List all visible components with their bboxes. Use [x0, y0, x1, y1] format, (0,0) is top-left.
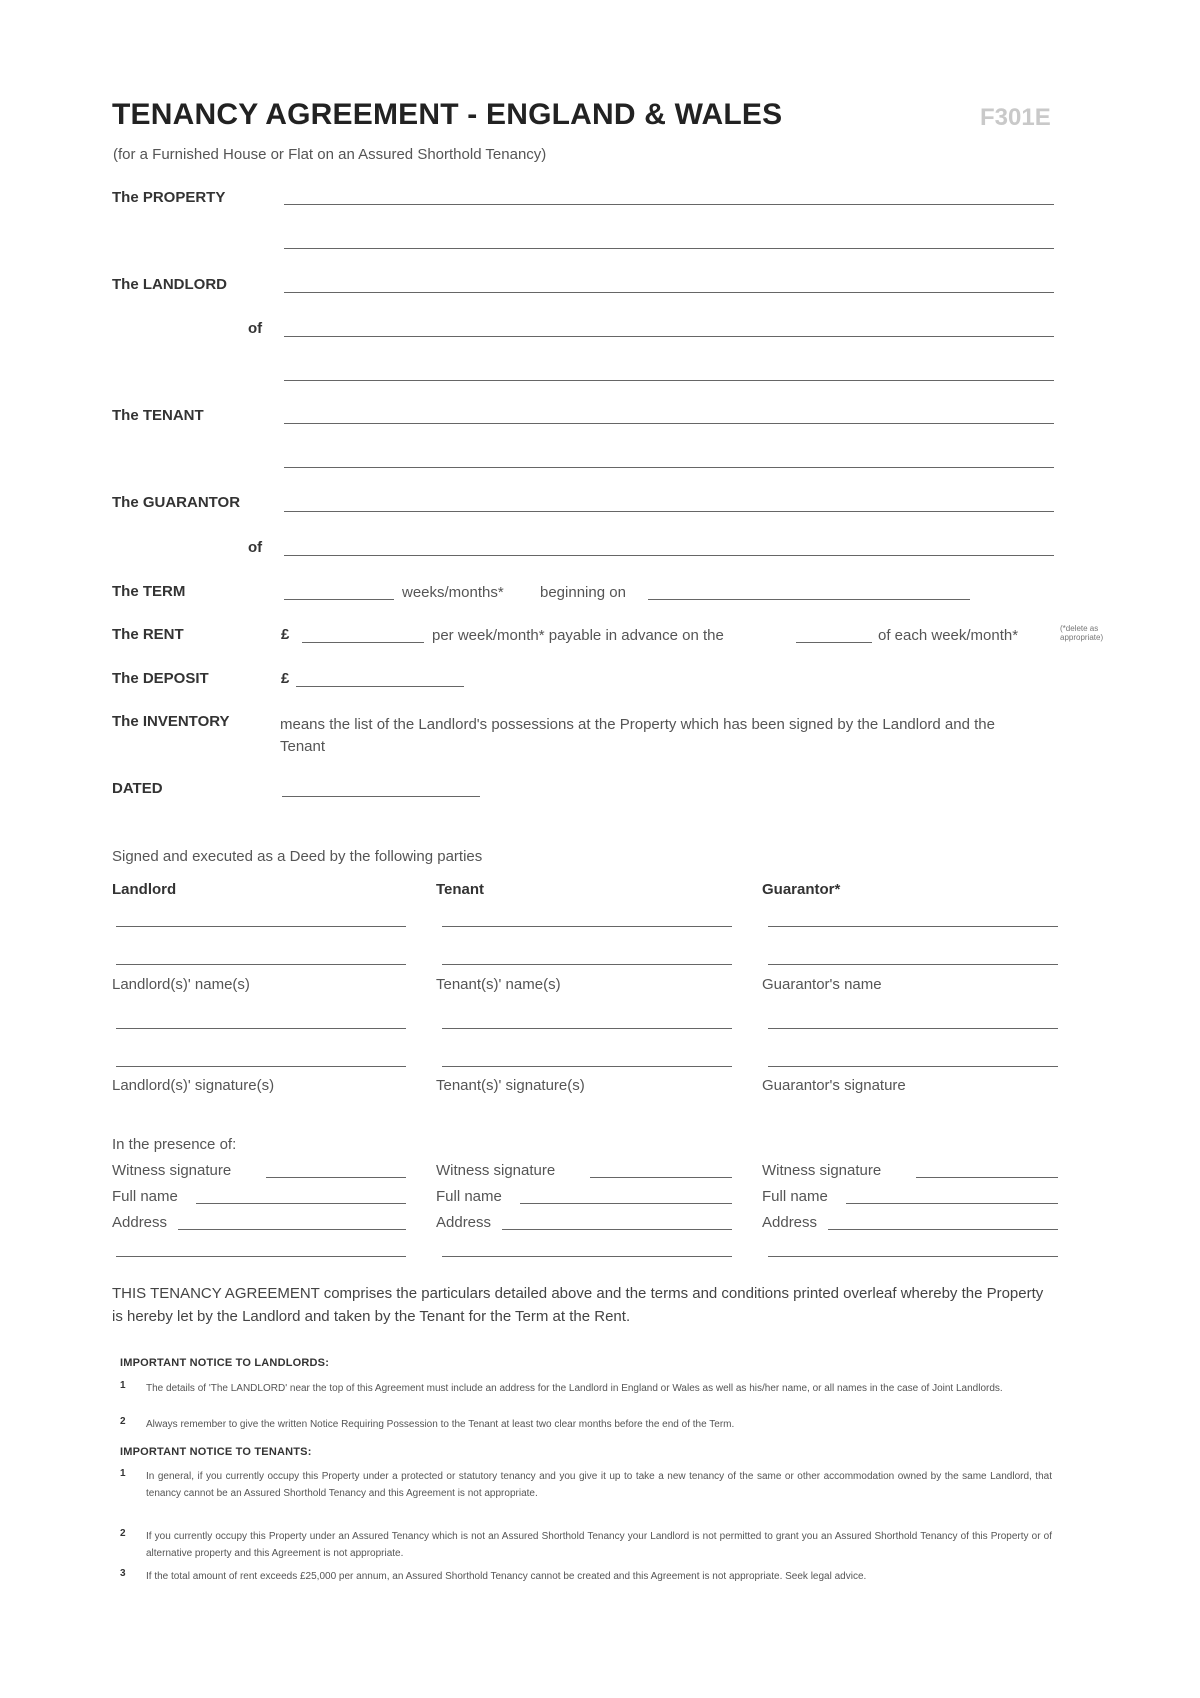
term-label: The TERM	[112, 583, 186, 600]
witness-3-name-label: Full name	[762, 1188, 828, 1205]
tenant-sig-line-1[interactable]	[442, 1028, 732, 1029]
tenant-notice-number: 3	[120, 1568, 126, 1579]
form-code: F301E	[980, 104, 1051, 131]
guarantor-sig-line-2[interactable]	[768, 1066, 1058, 1067]
rent-currency: £	[281, 626, 290, 643]
guarantor-name-line-1[interactable]	[768, 926, 1058, 927]
term-duration-line[interactable]	[284, 599, 394, 600]
landlords-notice-heading: IMPORTANT NOTICE TO LANDLORDS:	[120, 1357, 330, 1369]
tenant-line-2[interactable]	[284, 467, 1054, 468]
landlord-sig-line-1[interactable]	[116, 1028, 406, 1029]
tenant-sig-caption: Tenant(s)' signature(s)	[436, 1077, 585, 1094]
landlord-sig-caption: Landlord(s)' signature(s)	[112, 1077, 275, 1094]
witness-2-address-label: Address	[436, 1214, 492, 1231]
landlord-address-line-2[interactable]	[284, 380, 1054, 381]
witness-1-address-line-1[interactable]	[178, 1229, 406, 1230]
witness-1-address-label: Address	[112, 1214, 168, 1231]
tenant-column-heading: Tenant	[436, 881, 485, 898]
delete-note: (*delete as appropriate)	[1060, 624, 1104, 642]
agreement-summary: THIS TENANCY AGREEMENT comprises the particulars detailed above and the terms and conditions printed overleaf whereby the Property is hereby let by the Landlord and taken by the Tenant for the Term at the Rent.	[112, 1285, 1044, 1325]
guarantor-column-heading: Guarantor*	[762, 881, 841, 898]
witness-1-signature-line[interactable]	[266, 1177, 406, 1178]
landlord-sig-line-2[interactable]	[116, 1066, 406, 1067]
landlord-line[interactable]	[284, 292, 1054, 293]
tenant-line-1[interactable]	[284, 423, 1054, 424]
witness-2-address-line-1[interactable]	[502, 1229, 732, 1230]
rent-terms-text: per week/month* payable in advance on the	[432, 627, 724, 644]
deposit-label: The DEPOSIT	[112, 670, 209, 687]
witness-3-signature-label: Witness signature	[762, 1162, 882, 1179]
tenant-notice-text: In general, if you currently occupy this Property under a protected or statutory tenancy and you give it up to take a new tenancy of the same or other accommodation owned by the same Landlord, that tenancy cannot be an Assured Shorthold Tenancy and this Agreement is not appropriate.	[146, 1471, 1052, 1499]
witness-1-signature-label: Witness signature	[112, 1162, 232, 1179]
tenant-sig-line-2[interactable]	[442, 1066, 732, 1067]
witness-3-address-line-1[interactable]	[828, 1229, 1058, 1230]
term-units-text: weeks/months*	[402, 584, 504, 601]
inventory-label: The INVENTORY	[112, 713, 230, 730]
rent-label: The RENT	[112, 626, 184, 643]
rent-amount-line[interactable]	[302, 642, 424, 643]
witness-1-address-line-2[interactable]	[116, 1256, 406, 1257]
deposit-currency: £	[281, 670, 290, 687]
witness-3-address-label: Address	[762, 1214, 818, 1231]
tenant-label: The TENANT	[112, 407, 204, 424]
landlord-notice-number: 1	[120, 1380, 126, 1391]
deed-intro: Signed and executed as a Deed by the following parties	[112, 848, 483, 865]
landlord-label: The LANDLORD	[112, 276, 227, 293]
term-beginning-text: beginning on	[540, 584, 626, 601]
witness-3-signature-line[interactable]	[916, 1177, 1058, 1178]
landlord-address-line-1[interactable]	[284, 336, 1054, 337]
landlord-notice-number: 2	[120, 1416, 126, 1427]
guarantor-name-caption: Guarantor's name	[762, 976, 882, 993]
tenant-notice-text: If you currently occupy this Property under an Assured Tenancy which is not an Assured Shorthold Tenancy your Landlord is not permitted to grant you an Assured Shorthold Tenancy of this Property or of alternative property and this Agreement is not appropriate.	[146, 1531, 1052, 1559]
guarantor-sig-line-1[interactable]	[768, 1028, 1058, 1029]
landlord-of-label: of	[248, 320, 263, 337]
tenant-notice-number: 1	[120, 1468, 126, 1479]
landlord-column-heading: Landlord	[112, 881, 177, 898]
dated-line[interactable]	[282, 796, 480, 797]
guarantor-address-line[interactable]	[284, 555, 1054, 556]
property-line-1[interactable]	[284, 204, 1054, 205]
witness-2-name-line[interactable]	[520, 1203, 732, 1204]
witness-2-address-line-2[interactable]	[442, 1256, 732, 1257]
presence-text: In the presence of:	[112, 1136, 237, 1153]
inventory-definition: means the list of the Landlord's possessions at the Property which has been signed by the Landlord and the Tenant	[280, 716, 995, 755]
witness-2-signature-line[interactable]	[590, 1177, 732, 1178]
witness-1-name-line[interactable]	[196, 1203, 406, 1204]
page-title: TENANCY AGREEMENT - ENGLAND & WALES	[112, 98, 783, 131]
dated-label: DATED	[112, 780, 163, 797]
property-label: The PROPERTY	[112, 189, 226, 206]
rent-period-text: of each week/month*	[878, 627, 1019, 644]
landlord-notice-text: Always remember to give the written Notice Requiring Possession to the Tenant at least two clear months before the end of the Term.	[146, 1419, 735, 1430]
rent-day-line[interactable]	[796, 642, 872, 643]
page-subtitle: (for a Furnished House or Flat on an Assured Shorthold Tenancy)	[113, 146, 547, 163]
tenant-notice-text: If the total amount of rent exceeds £25,000 per annum, an Assured Shorthold Tenancy cannot be created and this Agreement is not appropriate. Seek legal advice.	[146, 1571, 867, 1582]
term-start-date-line[interactable]	[648, 599, 970, 600]
landlord-name-caption: Landlord(s)' name(s)	[112, 976, 250, 993]
property-line-2[interactable]	[284, 248, 1054, 249]
tenant-name-line-2[interactable]	[442, 964, 732, 965]
guarantor-sig-caption: Guarantor's signature	[762, 1077, 906, 1094]
landlord-name-line-2[interactable]	[116, 964, 406, 965]
witness-2-signature-label: Witness signature	[436, 1162, 556, 1179]
tenants-notice-heading: IMPORTANT NOTICE TO TENANTS:	[120, 1446, 312, 1458]
landlord-notice-text: The details of 'The LANDLORD' near the top of this Agreement must include an address for the Landlord in England or Wales as well as his/her name, or all names in the case of Joint Landlords.	[146, 1383, 1003, 1394]
tenant-notice-number: 2	[120, 1528, 126, 1539]
witness-3-name-line[interactable]	[846, 1203, 1058, 1204]
guarantor-line[interactable]	[284, 511, 1054, 512]
tenant-name-line-1[interactable]	[442, 926, 732, 927]
witness-1-name-label: Full name	[112, 1188, 178, 1205]
witness-3-address-line-2[interactable]	[768, 1256, 1058, 1257]
landlord-name-line-1[interactable]	[116, 926, 406, 927]
witness-2-name-label: Full name	[436, 1188, 502, 1205]
guarantor-label: The GUARANTOR	[112, 494, 241, 511]
guarantor-of-label: of	[248, 539, 263, 556]
deposit-amount-line[interactable]	[296, 686, 464, 687]
guarantor-name-line-2[interactable]	[768, 964, 1058, 965]
tenant-name-caption: Tenant(s)' name(s)	[436, 976, 561, 993]
